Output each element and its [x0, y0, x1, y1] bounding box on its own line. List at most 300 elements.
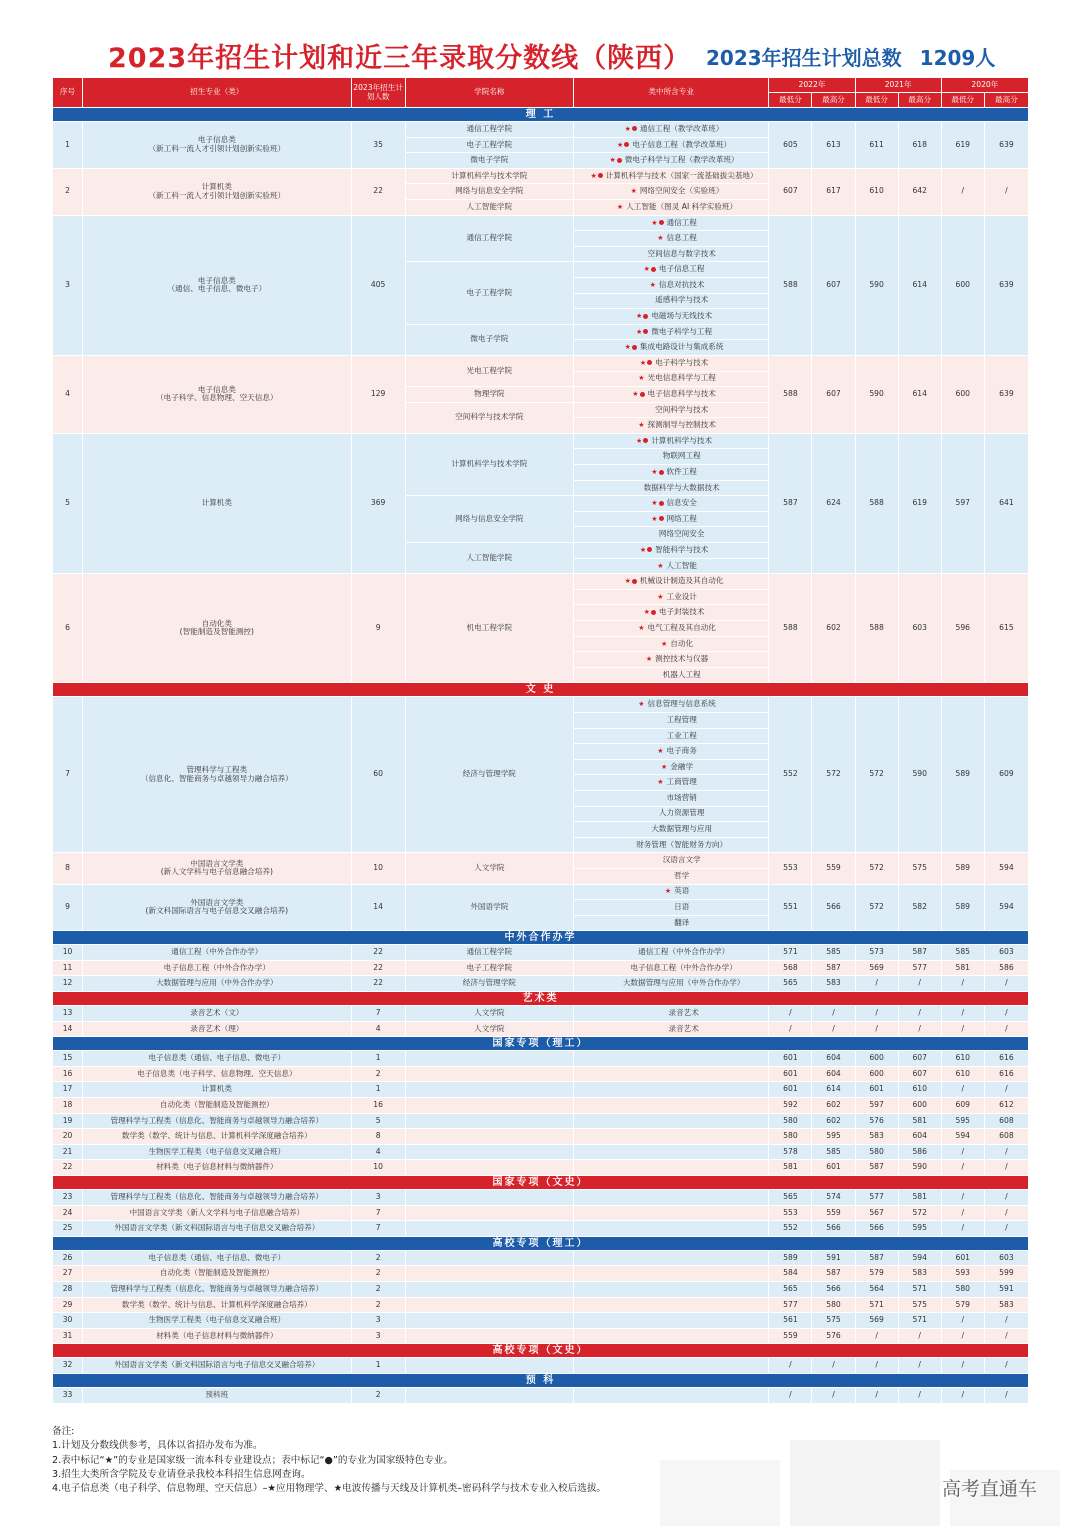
- score-cell: 607: [812, 215, 855, 355]
- score-cell: 581: [941, 960, 984, 976]
- table-row: [53, 945, 1029, 961]
- sub-major-cell: [574, 480, 769, 496]
- score-cell: 588: [855, 433, 898, 573]
- table-row: [53, 1328, 1029, 1344]
- seq-cell: 20: [53, 1129, 83, 1145]
- college-cell: [405, 1098, 573, 1114]
- score-cell: 561: [769, 1313, 812, 1329]
- score-cell: 577: [898, 960, 941, 976]
- major-cell: [83, 215, 352, 355]
- section-header: [53, 1236, 1029, 1250]
- marker: [634, 546, 652, 555]
- seq-cell: 23: [53, 1190, 83, 1206]
- score-cell: 603: [984, 1250, 1028, 1266]
- score-cell: 592: [769, 1098, 812, 1114]
- major-name: 外国语言文学类: [190, 897, 244, 907]
- sub-major-name: 通信工程（教学改革班）: [639, 123, 724, 133]
- score-cell: 590: [855, 215, 898, 355]
- section-title: 高校专项（文史）: [53, 1344, 1029, 1358]
- score-cell: 575: [812, 1313, 855, 1329]
- table-row: [53, 1387, 1029, 1403]
- score-cell: 604: [812, 1051, 855, 1067]
- score-cell: 571: [898, 1281, 941, 1297]
- sub-major-cell: 电子信息工程（中外合作办学）: [574, 960, 769, 976]
- score-cell: 580: [769, 1129, 812, 1145]
- major-cell: 中国语言文学类（新人文学科与电子信息融合培养）: [83, 1205, 352, 1221]
- sub-major-name: 工业工程: [666, 730, 697, 740]
- sub-major-cell: [574, 1266, 769, 1282]
- major-name: 计算机类: [201, 498, 232, 508]
- first-class-star-icon: ★: [657, 747, 664, 756]
- sub-major-cell: [574, 652, 769, 668]
- campus-building-watermark: [640, 1420, 1080, 1526]
- sub-major-name: 电子封装技术: [658, 607, 705, 617]
- major-cell: 自动化类（智能制造及智能测控）: [83, 1266, 352, 1282]
- score-cell: 585: [941, 945, 984, 961]
- score-cell: 601: [812, 1160, 855, 1176]
- admission-table: [52, 77, 1029, 1404]
- major-cell: 预科班: [83, 1387, 352, 1403]
- major-name: 管理科学与工程类: [186, 765, 248, 775]
- featured-dot-icon: [659, 516, 664, 521]
- first-class-star-icon: ★: [651, 514, 658, 523]
- featured-dot-icon: [659, 501, 664, 506]
- score-cell: 564: [855, 1281, 898, 1297]
- score-cell: /: [769, 1387, 812, 1403]
- college-cell: 通信工程学院: [405, 215, 573, 262]
- sub-major-cell: [574, 744, 769, 760]
- featured-dot-icon: [598, 173, 603, 178]
- score-cell: 579: [855, 1266, 898, 1282]
- plan-cell: 2: [351, 1297, 405, 1313]
- header-2022: 2022年: [769, 78, 855, 93]
- header-min: 最低分: [769, 93, 812, 108]
- seq-cell: 10: [53, 945, 83, 961]
- college-cell: 人工智能学院: [405, 199, 573, 215]
- seq-cell: 13: [53, 1006, 83, 1022]
- score-cell: 580: [855, 1144, 898, 1160]
- plan-cell: 1: [351, 1358, 405, 1374]
- score-cell: /: [898, 1328, 941, 1344]
- score-cell: 607: [812, 355, 855, 433]
- score-cell: 565: [769, 976, 812, 992]
- score-cell: /: [812, 1387, 855, 1403]
- score-cell: 559: [812, 1205, 855, 1221]
- sub-major-cell: 通信工程（中外合作办学）: [574, 945, 769, 961]
- seq-cell: 30: [53, 1313, 83, 1329]
- college-cell: [405, 1387, 573, 1403]
- plan-cell: 8: [351, 1129, 405, 1145]
- sub-major-cell: [574, 1387, 769, 1403]
- sub-major-name: 英语: [674, 886, 690, 896]
- first-class-star-icon: ★: [651, 468, 658, 476]
- score-cell: 607: [769, 168, 812, 215]
- major-name: 自动化类: [201, 618, 232, 628]
- sub-major-cell: [574, 853, 769, 869]
- college-cell: 电子工程学院: [405, 137, 573, 153]
- header-min: 最低分: [855, 93, 898, 108]
- sub-major-name: 网络空间安全: [658, 529, 705, 539]
- score-cell: 587: [855, 1250, 898, 1266]
- score-cell: 597: [855, 1098, 898, 1114]
- sub-major-cell: [574, 1082, 769, 1098]
- score-cell: /: [855, 1021, 898, 1037]
- score-cell: /: [769, 1021, 812, 1037]
- section-title: 中外合作办学: [53, 931, 1029, 945]
- score-cell: 614: [898, 215, 941, 355]
- major-cell: 数学类（数学、统计与信息、计算机科学深度融合培养）: [83, 1297, 352, 1313]
- table-row: [53, 122, 1029, 138]
- seq-cell: 29: [53, 1297, 83, 1313]
- marker: [627, 700, 645, 709]
- table-row: [53, 1205, 1029, 1221]
- score-cell: 614: [898, 355, 941, 433]
- score-cell: 604: [898, 1129, 941, 1145]
- college-cell: [405, 1082, 573, 1098]
- marker: [638, 608, 656, 617]
- score-cell: 577: [769, 1297, 812, 1313]
- sub-major-name: 计算机科学与技术: [651, 435, 713, 445]
- featured-dot-icon: [617, 158, 622, 163]
- plan-cell: 129: [351, 355, 405, 433]
- score-cell: /: [984, 976, 1028, 992]
- score-cell: 575: [898, 1297, 941, 1313]
- marker: [630, 312, 648, 321]
- score-cell: 587: [812, 1266, 855, 1282]
- first-class-star-icon: ★: [664, 887, 672, 896]
- first-class-star-icon: ★: [639, 545, 647, 554]
- major-cell: 电子信息类（电子科学、信息物理、空天信息）: [83, 1066, 352, 1082]
- score-cell: 583: [855, 1129, 898, 1145]
- major-cell: 数学类（数学、统计与信息、计算机科学深度融合培养）: [83, 1129, 352, 1145]
- header-2020: 2020年: [941, 78, 1028, 93]
- score-cell: 569: [855, 1313, 898, 1329]
- plan-total-value: 1209人: [919, 46, 996, 70]
- major-cell: 管理科学与工程类（信息化、智能商务与卓越领导力融合培养）: [83, 1190, 352, 1206]
- major-cell: 自动化类（智能制造及智能测控）: [83, 1098, 352, 1114]
- college-cell: [405, 1313, 573, 1329]
- first-class-star-icon: ★: [651, 218, 658, 227]
- score-cell: 590: [898, 697, 941, 853]
- major-name: 电子信息类: [197, 384, 236, 394]
- table-row: [53, 1281, 1029, 1297]
- score-cell: 585: [812, 1144, 855, 1160]
- plan-cell: 22: [351, 976, 405, 992]
- score-cell: 578: [769, 1144, 812, 1160]
- college-cell: [405, 1160, 573, 1176]
- marker: [605, 203, 623, 212]
- score-cell: /: [984, 1006, 1028, 1022]
- sub-major-cell: 录音艺术: [574, 1021, 769, 1037]
- score-cell: 619: [898, 433, 941, 573]
- sub-major-cell: [574, 433, 769, 449]
- score-cell: 572: [898, 1205, 941, 1221]
- section-header: [53, 108, 1029, 122]
- college-cell: 微电子学院: [405, 153, 573, 169]
- score-cell: /: [984, 1160, 1028, 1176]
- sub-major-cell: [574, 1358, 769, 1374]
- score-cell: 571: [898, 1313, 941, 1329]
- note-3: 3.招生大类所含学院及专业请登录我校本科招生信息网查询。: [52, 1468, 311, 1480]
- score-cell: 552: [769, 1221, 812, 1237]
- score-cell: 565: [769, 1190, 812, 1206]
- college-cell: 外国语学院: [405, 884, 573, 931]
- sub-major-name: 电磁场与无线技术: [651, 311, 713, 321]
- score-cell: 603: [984, 945, 1028, 961]
- seq-cell: 4: [53, 355, 83, 433]
- sub-major-name: 电子商务: [666, 746, 697, 756]
- score-cell: 559: [769, 1328, 812, 1344]
- sub-major-cell: [574, 277, 769, 293]
- plan-cell: 10: [351, 1160, 405, 1176]
- seq-cell: 9: [53, 884, 83, 931]
- score-cell: 580: [812, 1297, 855, 1313]
- college-cell: [405, 1250, 573, 1266]
- major-cell: 电子信息工程（中外合作办学）: [83, 960, 352, 976]
- plan-cell: 14: [351, 884, 405, 931]
- score-cell: /: [855, 1328, 898, 1344]
- seq-cell: 7: [53, 697, 83, 853]
- sub-major-name: 人力资源管理: [658, 808, 705, 818]
- score-cell: 595: [941, 1113, 984, 1129]
- score-cell: 594: [984, 853, 1028, 884]
- table-body: [53, 108, 1029, 1404]
- sub-major-name: 微电子科学与工程（教学改革班）: [624, 155, 739, 165]
- marker: [619, 187, 637, 196]
- score-cell: /: [941, 1160, 984, 1176]
- sub-major-cell: [574, 621, 769, 637]
- plan-cell: 7: [351, 1205, 405, 1221]
- sub-major-cell: [574, 728, 769, 744]
- major-cell: 外国语言文学类（新文科国际语言与电子信息交叉融合培养）: [83, 1221, 352, 1237]
- score-cell: 559: [812, 853, 855, 884]
- sub-major-cell: [574, 1098, 769, 1114]
- header-plan: 2023年招生计划人数: [351, 78, 405, 108]
- score-cell: 589: [941, 853, 984, 884]
- score-cell: 587: [855, 1160, 898, 1176]
- score-cell: /: [898, 976, 941, 992]
- score-cell: 600: [941, 215, 984, 355]
- featured-dot-icon: [647, 360, 652, 365]
- first-class-star-icon: ★: [630, 187, 637, 196]
- college-cell: 经济与管理学院: [405, 976, 573, 992]
- major-cell: [83, 433, 352, 573]
- score-cell: /: [941, 1221, 984, 1237]
- major-cell: 管理科学与工程类（信息化、智能商务与卓越领导力融合培养）: [83, 1113, 352, 1129]
- major-cell: [83, 853, 352, 884]
- score-cell: 572: [855, 853, 898, 884]
- sub-major-name: 计算机科学与技术（国家一流基础拔尖基地）: [605, 170, 758, 180]
- major-cell: 管理科学与工程类（信息化、智能商务与卓越领导力融合培养）: [83, 1281, 352, 1297]
- seq-cell: 27: [53, 1266, 83, 1282]
- marker: [619, 577, 637, 586]
- college-cell: 计算机科学与技术学院: [405, 168, 573, 184]
- score-cell: 616: [984, 1066, 1028, 1082]
- marker: [646, 234, 664, 243]
- sub-major-name: 工商管理: [666, 777, 697, 787]
- score-cell: 589: [941, 884, 984, 931]
- major-cell: [83, 168, 352, 215]
- table-row: [53, 1313, 1029, 1329]
- score-cell: /: [812, 1358, 855, 1374]
- table-row: [53, 1266, 1029, 1282]
- score-cell: 617: [812, 168, 855, 215]
- first-class-star-icon: ★: [617, 140, 624, 149]
- college-cell: 电子工程学院: [405, 262, 573, 324]
- sub-major-cell: [574, 1051, 769, 1067]
- score-cell: 600: [898, 1098, 941, 1114]
- header-sub: 类中所含专业: [574, 78, 769, 108]
- plan-cell: 16: [351, 1098, 405, 1114]
- section-header: [53, 931, 1029, 945]
- score-cell: /: [941, 1328, 984, 1344]
- sub-major-cell: 大数据管理与应用（中外合作办学）: [574, 976, 769, 992]
- header-max: 最高分: [898, 93, 941, 108]
- first-class-star-icon: ★: [657, 592, 664, 601]
- plan-cell: 369: [351, 433, 405, 573]
- score-cell: /: [812, 1021, 855, 1037]
- score-cell: /: [984, 1021, 1028, 1037]
- major-note: （信息化、智能商务与卓越领导力融合培养）: [140, 773, 293, 783]
- score-cell: 614: [812, 1082, 855, 1098]
- major-cell: 计算机类: [83, 1082, 352, 1098]
- score-cell: 577: [855, 1190, 898, 1206]
- plan-cell: 3: [351, 1190, 405, 1206]
- sub-major-name: 翻译: [674, 917, 690, 927]
- sub-major-cell: [574, 759, 769, 775]
- sub-major-name: 电子信息科学与技术: [647, 389, 716, 399]
- college-cell: 人文学院: [405, 1021, 573, 1037]
- featured-dot-icon: [632, 126, 637, 131]
- header-college: 学院名称: [405, 78, 573, 108]
- sub-major-name: 工业设计: [666, 591, 697, 601]
- first-class-star-icon: ★: [624, 577, 631, 586]
- marker: [646, 219, 664, 228]
- plan-cell: 2: [351, 1387, 405, 1403]
- score-cell: 581: [898, 1113, 941, 1129]
- first-class-star-icon: ★: [643, 265, 650, 274]
- marker: [646, 468, 664, 477]
- sub-major-name: 信息安全: [666, 498, 697, 508]
- featured-dot-icon: [632, 579, 637, 584]
- score-cell: 600: [941, 355, 984, 433]
- sub-major-name: 信息工程: [666, 233, 697, 243]
- sub-major-name: 汉语言文学: [662, 855, 701, 865]
- featured-dot-icon: [651, 610, 656, 615]
- marker: [649, 763, 667, 772]
- sub-major-cell: [574, 527, 769, 543]
- marker: [630, 328, 648, 337]
- sub-major-name: 财务管理（智能财务方向）: [636, 839, 728, 849]
- section-header: [53, 1176, 1029, 1190]
- sub-major-cell: [574, 449, 769, 465]
- seq-cell: 5: [53, 433, 83, 573]
- sub-major-cell: [574, 712, 769, 728]
- score-cell: 599: [984, 1266, 1028, 1282]
- sub-major-cell: [574, 915, 769, 931]
- plan-cell: 22: [351, 960, 405, 976]
- first-class-star-icon: ★: [645, 655, 653, 664]
- score-cell: /: [855, 1387, 898, 1403]
- college-cell: 人文学院: [405, 853, 573, 884]
- score-cell: /: [855, 976, 898, 992]
- sub-major-cell: [574, 822, 769, 838]
- score-cell: 595: [898, 1221, 941, 1237]
- score-cell: 567: [855, 1205, 898, 1221]
- sub-major-name: 空间科学与技术: [655, 404, 709, 414]
- sub-major-name: 工程管理: [666, 714, 697, 724]
- table-row: [53, 1098, 1029, 1114]
- section-title: 文 史: [53, 683, 1029, 697]
- sub-major-name: 电气工程及其自动化: [647, 622, 716, 632]
- score-cell: /: [898, 1387, 941, 1403]
- sub-major-cell: [574, 122, 769, 138]
- table-row: [53, 884, 1029, 900]
- sub-major-cell: [574, 496, 769, 512]
- section-title: 预 科: [53, 1373, 1029, 1387]
- sub-major-name: 市场营销: [666, 792, 697, 802]
- score-cell: 571: [855, 1297, 898, 1313]
- score-cell: /: [941, 1190, 984, 1206]
- seq-cell: 17: [53, 1082, 83, 1098]
- score-cell: 574: [812, 1190, 855, 1206]
- score-cell: 566: [855, 1221, 898, 1237]
- first-class-star-icon: ★: [661, 639, 668, 648]
- sub-major-cell: [574, 418, 769, 434]
- sub-major-name: 电子信息工程: [658, 264, 705, 274]
- score-cell: 590: [855, 355, 898, 433]
- score-cell: 572: [812, 697, 855, 853]
- score-cell: 588: [769, 215, 812, 355]
- score-cell: /: [941, 1205, 984, 1221]
- score-cell: 581: [769, 1160, 812, 1176]
- first-class-star-icon: ★: [638, 374, 645, 383]
- score-cell: 594: [941, 1129, 984, 1145]
- score-cell: 553: [769, 853, 812, 884]
- sub-major-cell: [574, 1205, 769, 1221]
- score-cell: 601: [769, 1066, 812, 1082]
- score-cell: 591: [812, 1250, 855, 1266]
- first-class-star-icon: ★: [639, 358, 647, 367]
- major-cell: 材料类（电子信息材料与微纳器件）: [83, 1160, 352, 1176]
- college-cell: [405, 1281, 573, 1297]
- major-cell: 大数据管理与应用（中外合作办学）: [83, 976, 352, 992]
- first-class-star-icon: ★: [657, 778, 664, 787]
- score-cell: 600: [855, 1051, 898, 1067]
- sub-major-cell: [574, 168, 769, 184]
- major-cell: [83, 697, 352, 853]
- page-title: 2023年招生计划和近三年录取分数线（陕西）: [108, 43, 692, 74]
- table-row: [53, 1113, 1029, 1129]
- marker: [653, 887, 671, 896]
- table-row: [53, 1250, 1029, 1266]
- score-cell: 576: [855, 1113, 898, 1129]
- score-cell: 576: [812, 1328, 855, 1344]
- major-note: (新文科国际语言与电子信息交叉融合培养): [145, 906, 289, 916]
- first-class-star-icon: ★: [624, 343, 631, 352]
- major-note: （通信、电子信息、微电子）: [167, 284, 267, 294]
- major-cell: [83, 884, 352, 931]
- sub-major-cell: [574, 1281, 769, 1297]
- sub-major-cell: [574, 900, 769, 916]
- table-row: [53, 1006, 1029, 1022]
- score-cell: 566: [812, 1281, 855, 1297]
- major-name: 中国语言文学类: [190, 858, 244, 868]
- sub-major-name: 信息对抗技术: [658, 279, 705, 289]
- score-cell: 642: [898, 168, 941, 215]
- featured-dot-icon: [659, 220, 664, 225]
- plan-cell: 1: [351, 1051, 405, 1067]
